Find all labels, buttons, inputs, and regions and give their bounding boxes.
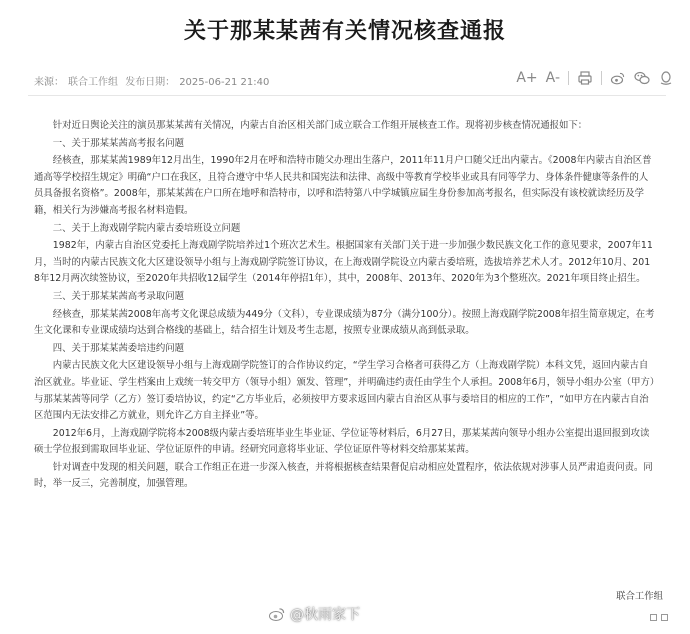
print-icon[interactable] bbox=[577, 70, 593, 86]
font-decrease-button[interactable]: A- bbox=[545, 70, 560, 86]
image-controls bbox=[650, 614, 668, 621]
section-heading: 三、关于那某某茜高考录取问题 bbox=[52, 290, 185, 302]
page-title: 关于那某某茜有关情况核查通报 bbox=[183, 19, 506, 44]
weibo-share-icon[interactable] bbox=[610, 70, 626, 86]
paragraph-closing: 针对调查中发现的相关问题，联合工作组正在进一步深入核查，并将根据核查结果督促启动相应处置程序，依法依规对涉事人员严肃追责问责。同时，举一反三，完善制度，加强管理。 bbox=[34, 461, 653, 490]
paragraph: 经核查，那某某茜2008年高考文化课总成绩为449分（文科），专业课成绩为87分（满分100分）。按照上海戏剧学院2008年招生简章规定，在考生文化课和专业课成绩均达到合格线的基础上，结合招生计划及考生志愿，按照专业课成绩从高到低录取。 bbox=[34, 308, 655, 337]
font-increase-button[interactable]: A+ bbox=[516, 70, 538, 86]
section-heading: 二、关于上海戏剧学院内蒙古委培班设立问题 bbox=[52, 222, 241, 234]
paragraph: 经核查，那某某茜1989年12月出生，1990年2月在呼和浩特市随父办理出生落户，2011年11月户口随父迁出内蒙古。《2008年内蒙古自治区普通高等学校招生规定》明确“户口在我区，且符合遵守中华人民共和国宪法和法律、高级中等教育学校毕业或具有同等学力、身体条件健康等条件的人员具备报名资格”。2008年，那某某茜在户口所在地呼和浩特市，以呼和浩特第八中学城镇应届生身份参加高考报名，但实际没有该校就读经历及学籍，相关行为涉嫌高考报名材料造假。 bbox=[34, 155, 652, 216]
watermark bbox=[268, 604, 360, 624]
toolbar-divider bbox=[568, 71, 569, 85]
article-meta bbox=[34, 73, 273, 88]
collapse-icon[interactable] bbox=[661, 614, 668, 621]
article-toolbar bbox=[516, 66, 674, 90]
header-divider bbox=[28, 95, 666, 96]
source-value: 联合工作组 bbox=[68, 77, 118, 88]
published-label: 发布日期： bbox=[125, 77, 176, 88]
signature: 联合工作组 bbox=[616, 591, 663, 602]
section-heading: 四、关于那某某茜委培违约问题 bbox=[52, 342, 185, 354]
weibo-logo-icon bbox=[268, 606, 286, 622]
qq-share-icon[interactable] bbox=[658, 70, 674, 86]
article-body bbox=[34, 118, 656, 494]
section-heading: 一、关于那某某茜高考报名问题 bbox=[52, 137, 185, 149]
watermark-text: @秋雨家下 bbox=[290, 607, 360, 623]
toolbar-divider bbox=[601, 71, 602, 85]
source-label: 来源： bbox=[34, 77, 64, 88]
paragraph: 2012年6月，上海戏剧学院将本2008级内蒙古委培班毕业生毕业证、学位证等材料后，6月27日，那某某茜向领导小组办公室提出退回报到攻读硕士学位报到需取回毕业证、学位证原件的申请。经研究同意将毕业证、学位证原件等材料交给那某某茜。 bbox=[34, 427, 650, 456]
wechat-share-icon[interactable] bbox=[634, 70, 650, 86]
expand-icon[interactable] bbox=[650, 614, 657, 621]
paragraph: 内蒙古民族文化大区建设领导小组与上海戏剧学院签订的合作协议约定，“学生学习合格者可获得乙方（上海戏剧学院）本科文凭，返回内蒙古自治区就业。毕业证、学生档案由上戏统一转交甲方（领导小组）颁发、管理”，并明确违约责任由学生个人承担。2008年6月，领导小组办公室（甲方）与那某某茜等同学（乙方）签订委培协议，约定“乙方毕业后，必须按甲方要求返回内蒙古自治区从事与委培目的相应的工作”，“如甲方在内蒙古自治区范围内无法安排乙方就业，则允许乙方自主择业”等。 bbox=[34, 360, 655, 422]
paragraph: 1982年，内蒙古自治区党委托上海戏剧学院培养过1个班次艺术生。根据国家有关部门关于进一步加强少数民族文化工作的意见要求，2007年11月，当时的内蒙古民族文化大区建设领导小组与上海戏剧学院签订协议，在上海戏剧学院设立内蒙古委培班，选拔培养艺术人才。2012年10月、2018年12月两次续签协议，至2020年共招收12届学生（2014年停招1年），其中，2008年、2013年、2020年为3个整班次。2021年项目终止招生。 bbox=[34, 240, 653, 285]
paragraph-intro: 针对近日舆论关注的演员那某某茜有关情况，内蒙古自治区相关部门成立联合工作组开展核查工作。现将初步核查情况通报如下： bbox=[52, 120, 588, 131]
published-value: 2025-06-21 21:40 bbox=[179, 77, 270, 88]
